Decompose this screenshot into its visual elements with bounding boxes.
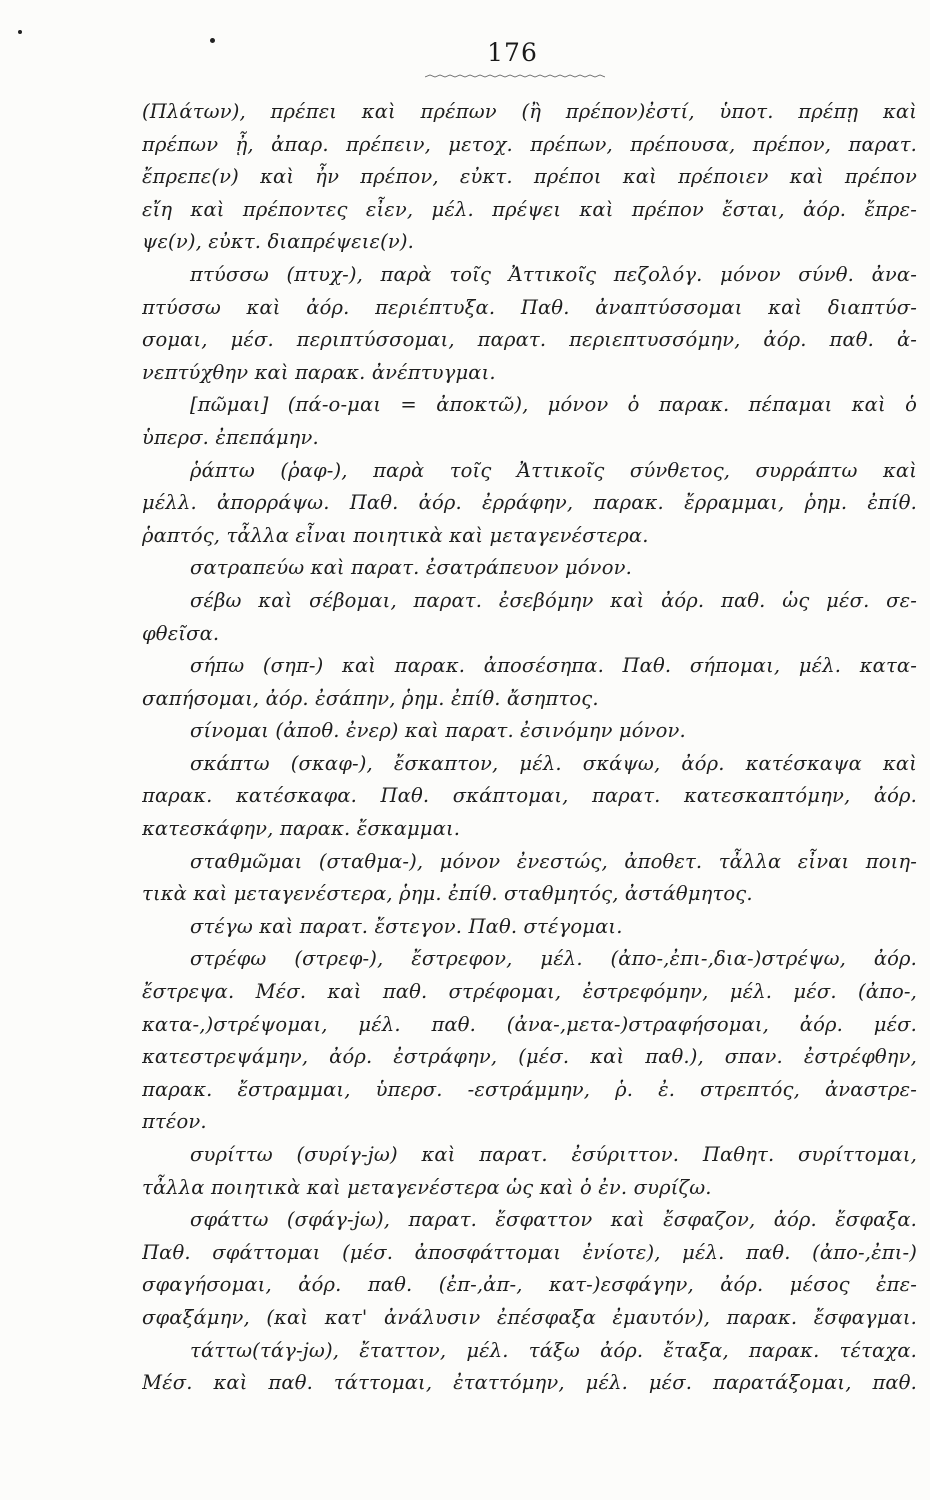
text-line: κατα-,)στρέψομαι, μέλ. παθ. (ἀνα-,μετα-)στραφήσομαι, ἀόρ. μέσ.	[142, 1012, 917, 1036]
text-line: σφαγήσομαι, ἀόρ. παθ. (ἐπ-,ἀπ-, κατ-)εσφάγην, ἀόρ. μέσος ἐπε-	[142, 1273, 917, 1297]
text-line: σταθμῶμαι (σταθμα-), μόνον ἐνεστώς, ἀποθετ. τἆλλα εἶναι ποιη-	[190, 849, 917, 873]
page-number: 176	[487, 38, 538, 67]
text-line: ἔστρεψα. Μέσ. καὶ παθ. στρέφομαι, ἐστρεφόμην, μέλ. μέσ. (ἀπο-,	[142, 980, 917, 1004]
text-line: στέγω καὶ παρατ. ἔστεγον. Παθ. στέγομαι.	[190, 914, 623, 938]
text-line: ῥαπτός, τἆλλα εἶναι ποιητικὰ καὶ μεταγενέστερα.	[142, 523, 649, 547]
text-line: εἴη καὶ πρέποντες εἶεν, μέλ. πρέψει καὶ πρέπον ἔσται, ἀόρ. ἔπρε-	[142, 197, 917, 221]
text-line: πτέον.	[142, 1110, 207, 1134]
text-line: παρακ. ἔστραμμαι, ὑπερσ. -εστράμμην, ῥ. ἐ. στρεπτός, ἀναστρε-	[142, 1077, 917, 1101]
text-line: σίνομαι (ἀποθ. ἐνερ) καὶ παρατ. ἐσινόμην μόνον.	[190, 719, 686, 743]
text-line: πτύσσω καὶ ἀόρ. περιέπτυξα. Παθ. ἀναπτύσσομαι καὶ διαπτύσ-	[142, 295, 917, 319]
text-line: νεπτύχθην καὶ παρακ. ἀνέπτυγμαι.	[142, 360, 496, 384]
text-line: συρίττω (συρίγ-jω) καὶ παρατ. ἐσύριττον. Παθητ. συρίττομαι,	[190, 1143, 917, 1166]
text-line: σκάπτω (σκαφ-), ἔσκαπτον, μέλ. σκάψω, ἀόρ. κατέσκαψα καὶ	[190, 751, 917, 775]
text-line: τικὰ καὶ μεταγενέστερα, ῥημ. ἐπίθ. σταθμητός, ἀστάθμητος.	[142, 882, 753, 906]
text-line: στρέφω (στρεφ-), ἔστρεφον, μέλ. (ἀπο-,ἐπι-,δια-)στρέψω, ἀόρ.	[190, 947, 917, 971]
decorative-rule	[425, 72, 605, 80]
text-line: πτύσσω (πτυχ-), παρὰ τοῖς Ἀττικοῖς πεζολόγ. μόνον σύνθ. ἀνα-	[190, 262, 917, 286]
text-line: σατραπεύω καὶ παρατ. ἐσατράπευον μόνον.	[190, 556, 632, 580]
ink-speck	[18, 30, 22, 34]
text-line: τάττω(τάγ-jω), ἔταττον, μέλ. τάξω ἀόρ. ἔταξα, παρακ. τέταχα.	[190, 1338, 917, 1362]
text-line: σαπήσομαι, ἀόρ. ἐσάπην, ῥημ. ἐπίθ. ἄσηπτος.	[142, 686, 599, 710]
text-line: κατεστρεψάμην, ἀόρ. ἐστράφην, (μέσ. καὶ παθ.), σπαν. ἐστρέφθην,	[142, 1045, 917, 1069]
text-line: Παθ. σφάττομαι (μέσ. ἀποσφάττομαι ἐνίοτε), μέλ. παθ. (ἀπο-,ἐπι-)	[142, 1240, 917, 1264]
text-line: (Πλάτων), πρέπει καὶ πρέπων (ἢ πρέπον)ἐστί, ὑποτ. πρέπῃ καὶ	[142, 100, 917, 123]
text-line: ῥάπτω (ῥαφ-), παρὰ τοῖς Ἀττικοῖς σύνθετος, συρράπτω καὶ	[190, 458, 917, 482]
text-line: ὑπερσ. ἐπεπάμην.	[142, 425, 319, 449]
text-line: σέβω καὶ σέβομαι, παρατ. ἐσεβόμην καὶ ἀόρ. παθ. ὡς μέσ. σε-	[190, 588, 917, 612]
text-line: [πῶμαι] (πά-ο-μαι = ἀποκτῶ), μόνον ὁ παρακ. πέπαμαι καὶ ὁ	[190, 393, 917, 417]
text-line: ψε(ν), εὐκτ. διαπρέψειε(ν).	[142, 230, 414, 254]
text-line: τἆλλα ποιητικὰ καὶ μεταγενέστερα ὡς καὶ ὁ ἐν. συρίζω.	[142, 1175, 712, 1199]
text-line: σήπω (σηπ-) καὶ παρακ. ἀποσέσηπα. Παθ. σήπομαι, μέλ. κατα-	[190, 654, 917, 678]
text-line: σφάττω (σφάγ-jω), παρατ. ἔσφαττον καὶ ἔσφαζον, ἀόρ. ἔσφαξα.	[190, 1208, 917, 1232]
text-line: σομαι, μέσ. περιπτύσσομαι, παρατ. περιεπτυσσόμην, ἀόρ. παθ. ἀ-	[142, 328, 917, 352]
text-line: πρέπων ᾖ, ἀπαρ. πρέπειν, μετοχ. πρέπων, πρέπουσα, πρέπον, παρατ.	[142, 132, 917, 156]
text-line: παρακ. κατέσκαφα. Παθ. σκάπτομαι, παρατ. κατεσκαπτόμην, ἀόρ.	[142, 784, 917, 808]
text-line: κατεσκάφην, παρακ. ἔσκαμμαι.	[142, 817, 461, 841]
text-line: φθεῖσα.	[142, 621, 220, 645]
text-line: ἔπρεπε(ν) καὶ ἦν πρέπον, εὐκτ. πρέποι καὶ πρέποιεν καὶ πρέπον	[142, 165, 917, 189]
text-line: μέλλ. ἀπορράψω. Παθ. ἀόρ. ἐρράφην, παρακ. ἔρραμμαι, ῥημ. ἐπίθ.	[142, 491, 917, 515]
text-line: σφαξάμην, (καὶ κατ' ἀνάλυσιν ἐπέσφαξα ἐμαυτόν), παρακ. ἔσφαγμαι.	[142, 1305, 917, 1329]
text-line: Μέσ. καὶ παθ. τάττομαι, ἐταττόμην, μέλ. μέσ. παρατάξομαι, παθ.	[142, 1371, 917, 1395]
dictionary-text	[142, 96, 917, 1400]
